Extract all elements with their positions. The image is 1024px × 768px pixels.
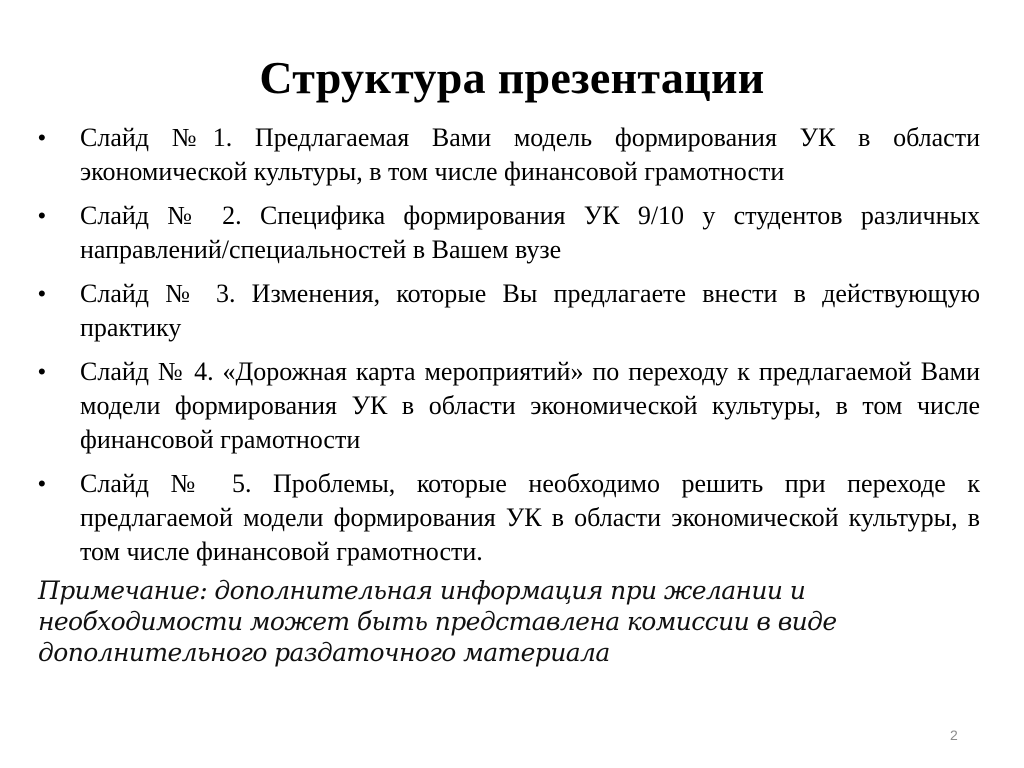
bullet-icon: • <box>38 203 46 228</box>
bullet-icon: • <box>38 125 46 150</box>
slide-title: Структура презентации <box>259 52 765 103</box>
list-item-text: Слайд №1. Предлагаемая Вами модель формирования УК в области экономической культуры, в том числе финансовой грамотности <box>80 123 980 186</box>
list-item-text: Слайд № 2. Специфика формирования УК 9/10 у студентов различных направлений/специальностей в Вашем вузе <box>80 201 980 264</box>
list-item-text: Слайд № 5. Проблемы, которые необходимо решить при переходе к предлагаемой модели формирования УК в области экономической культуры, в том числе финансовой грамотности. <box>80 469 980 566</box>
list-item-text: Слайд № 3. Изменения, которые Вы предлагаете внести в действующую практику <box>80 279 980 342</box>
note-text: Примечание: дополнительная информация при желании и необходимости может быть представлена комиссии в виде дополнительного раздаточного материала <box>38 576 837 667</box>
bullet-icon: • <box>38 281 46 306</box>
bullet-list <box>38 121 980 579</box>
list-item <box>38 277 980 345</box>
list-item <box>38 355 980 457</box>
list-item <box>38 199 980 267</box>
list-item-text: Слайд № 4. «Дорожная карта мероприятий» по переходу к предлагаемой Вами модели формирования УК в области экономической культуры, в том числе финансовой грамотности <box>80 357 980 454</box>
bullet-icon: • <box>38 359 46 384</box>
list-item <box>38 467 980 569</box>
list-item <box>38 121 980 189</box>
bullet-icon: • <box>38 471 46 496</box>
page-number: 2 <box>950 727 958 743</box>
